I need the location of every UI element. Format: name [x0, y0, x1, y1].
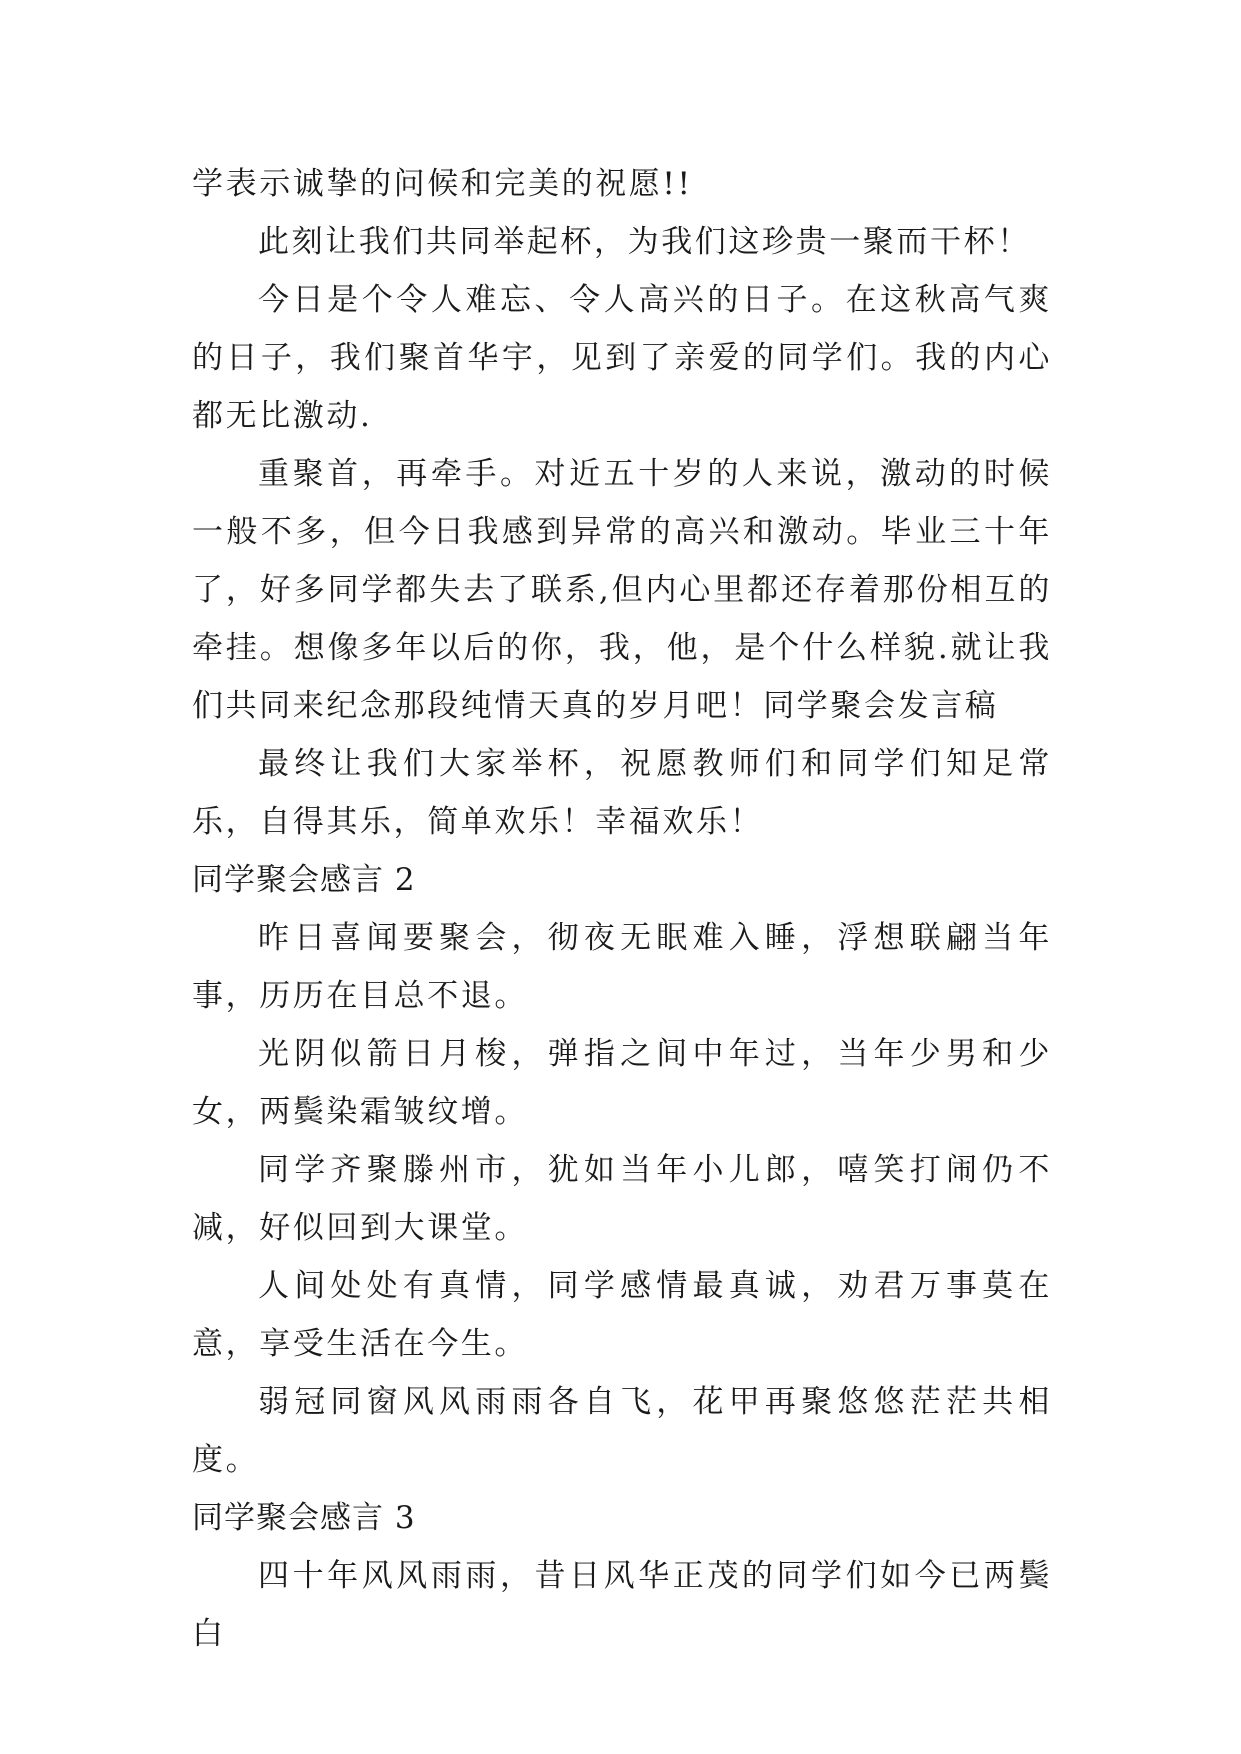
paragraph-closing-toast: 最终让我们大家举杯，祝愿教师们和同学们知足常乐，自得其乐，简单欢乐！幸福欢乐！: [192, 746, 1052, 840]
paragraph-forty-years: 四十年风风雨雨，昔日风华正茂的同学们如今已两鬓白: [192, 1558, 1052, 1652]
paragraph-toast: 此刻让我们共同举起杯，为我们这珍贵一聚而干杯！: [258, 224, 1031, 260]
paragraph-opening-wishes: 学表示诚挚的问候和完美的祝愿!!: [192, 166, 693, 202]
poem-line-2: 光阴似箭日月梭，弹指之间中年过，当年少男和少女，两鬓染霜皱纹增。: [192, 1036, 1052, 1130]
document-page: [192, 155, 1052, 1663]
poem-line-3: 同学齐聚滕州市，犹如当年小儿郎，嘻笑打闹仍不减，好似回到大课堂。: [192, 1152, 1052, 1246]
poem-line-4: 人间处处有真情，同学感情最真诚，劝君万事莫在意，享受生活在今生。: [192, 1268, 1052, 1362]
section-heading-3: 同学聚会感言 3: [192, 1500, 416, 1536]
poem-line-1: 昨日喜闻要聚会，彻夜无眠难入睡，浮想联翩当年事，历历在目总不退。: [192, 920, 1052, 1014]
couplet-line: 弱冠同窗风风雨雨各自飞，花甲再聚悠悠茫茫共相度。: [192, 1384, 1052, 1478]
paragraph-reunion: 重聚首，再牵手。对近五十岁的人来说，激动的时候一般不多，但今日我感到异常的高兴和激动。毕业三十年了，好多同学都失去了联系,但内心里都还存着那份相互的牵挂。想像多年以后的你，我，他，是个什么样貌.就让我们共同来纪念那段纯情天真的岁月吧！同学聚会发言稿: [192, 456, 1052, 724]
paragraph-memorable-day: 今日是个令人难忘、令人高兴的日子。在这秋高气爽的日子，我们聚首华宇，见到了亲爱的同学们。我的内心都无比激动.: [192, 282, 1052, 434]
section-heading-2: 同学聚会感言 2: [192, 862, 416, 898]
